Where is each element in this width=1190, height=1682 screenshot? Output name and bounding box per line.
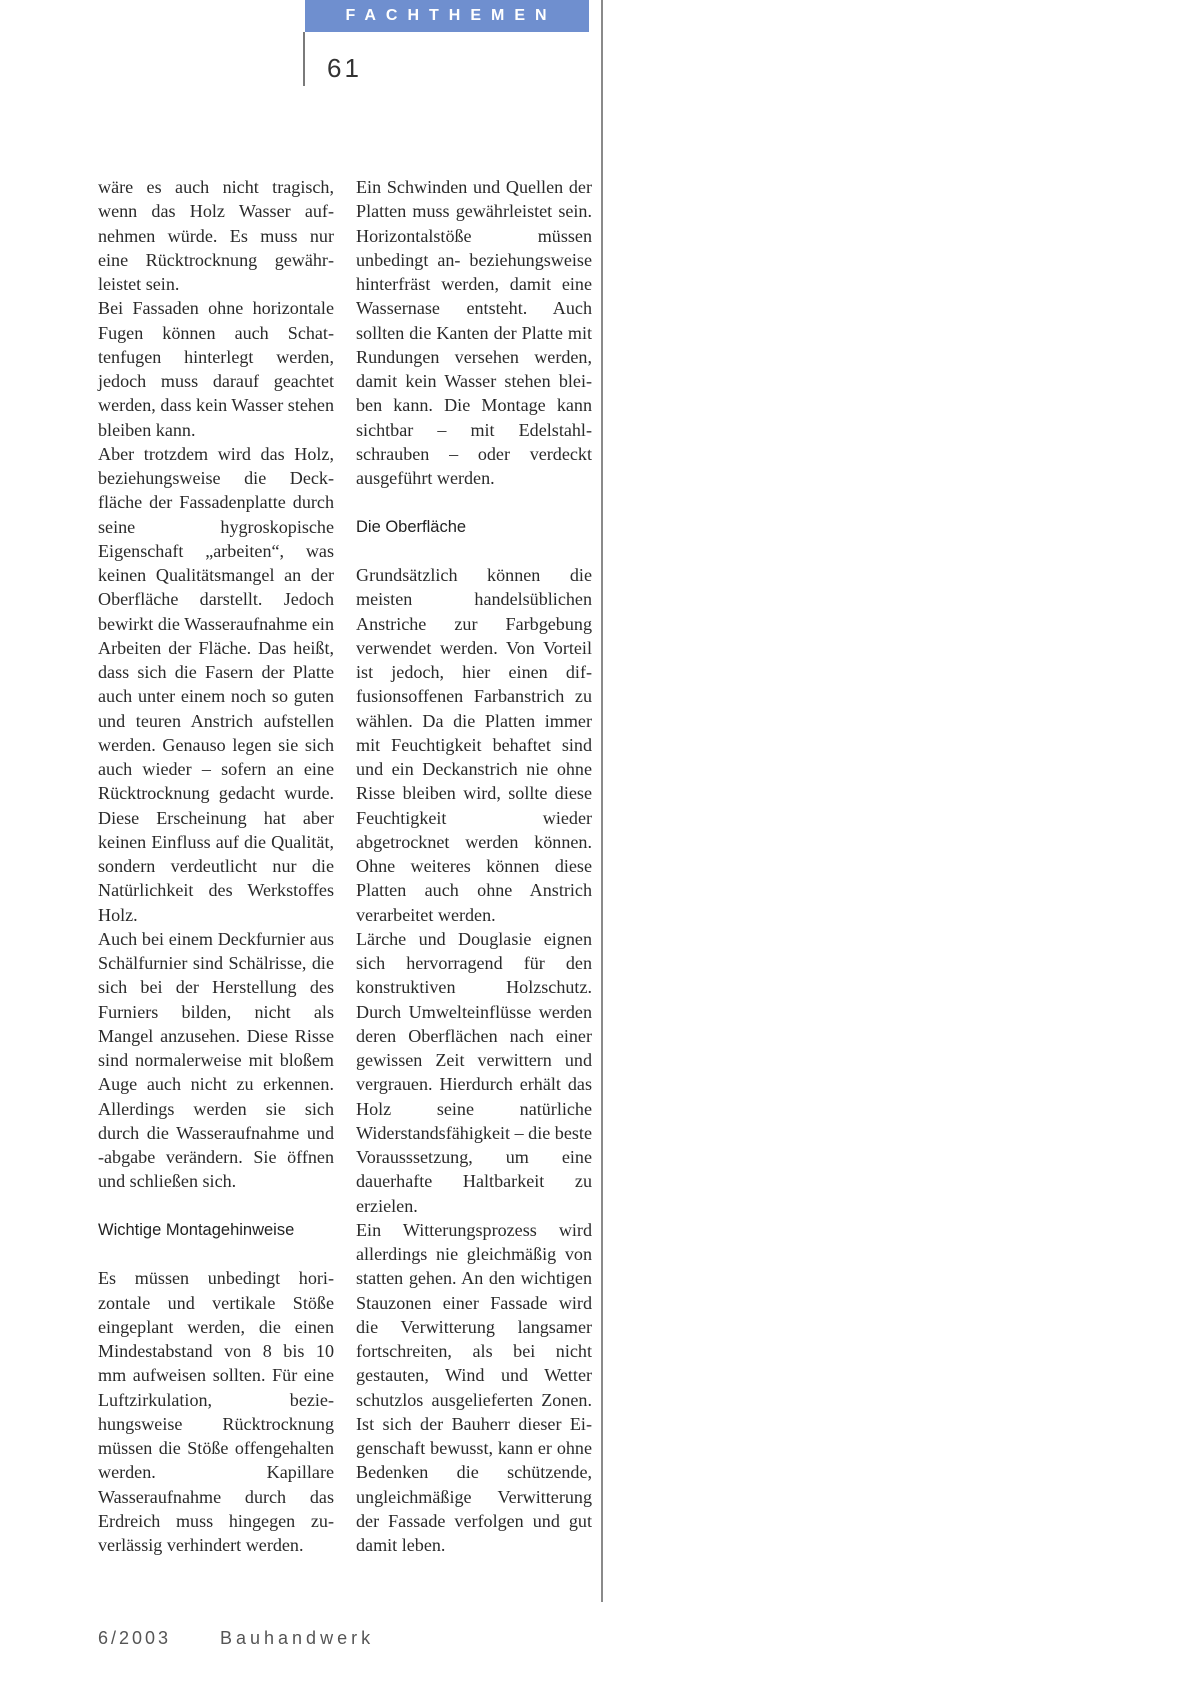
section-title: FACHTHEMEN — [345, 7, 557, 24]
paragraph: Es müssen unbedingt horizontale und vertikale Stöße eingeplant werden, die einen Mindestabstand von 8 bis 10 mm aufweisen sollten. Für eine Luftzirkulation, beziehungsweise Rücktrocknung müssen die Stöße offengehalten werden. Kapillare Wasseraufnahme durch das Erdreich muss hingegen zuverlässig verhindert werden. — [98, 1268, 334, 1555]
paragraph: wäre es auch nicht tragisch, wenn das Holz Wasser aufnehmen würde. Es muss nur eine Rücktrocknung gewährleistet sein. — [98, 177, 334, 294]
section-heading: Die Oberfläche — [356, 517, 467, 536]
section-banner — [305, 0, 589, 32]
left-column — [98, 175, 334, 1557]
page-number: 61 — [327, 53, 362, 83]
paragraph: Aber trotzdem wird das Holz, beziehungsweise die Deckfläche der Fassadenplatte durch seine hygroskopische Eigenschaft „arbeiten“, was keinen Qualitätsmangel an der Oberfläche darstellt. Jedoch bewirkt die Wasseraufnahme ein Arbeiten der Fläche. Das heißt, dass sich die Fasern der Platte auch unter einem noch so guten und teuren Anstrich aufstellen werden. Genauso legen sie sich auch wieder – sofern an eine Rücktrocknung gedacht wurde. Diese Erscheinung hat aber keinen Einfluss auf die Qualität, sondern verdeutlicht nur die Natürlichkeit des Werkstoffes Holz. — [98, 443, 334, 925]
paragraph: Lärche und Douglasie eignen sich hervorragend für den konstruktiven Holzschutz. Durch Umwelteinflüsse werden deren Oberflächen nach einer gewissen Zeit verwittern und vergrauen. Hierdurch erhält das Holz seine natürliche Widerstandsfähigkeit – die beste Vorausssetzung, um eine dauerhafte Haltbarkeit zu erzielen. — [356, 928, 592, 1216]
paragraph: Auch bei einem Deckfurnier aus Schälfurnier sind Schälrisse, die sich bei der Herstellung des Furniers bilden, nicht als Mangel anzusehen. Diese Risse sind normalerweise mit bloßem Auge auch nicht zu erkennen. Allerdings werden sie sich durch die Wasseraufnahme und -abgabe verändern. Sie öffnen und schließen sich. — [98, 928, 334, 1192]
footer-issue: 6/2003 — [98, 1628, 172, 1648]
section-heading: Wichtige Montagehinweise — [98, 1220, 295, 1239]
header-rule — [303, 32, 305, 86]
footer-magazine: Bauhandwerk — [220, 1628, 375, 1648]
right-column — [356, 175, 592, 1557]
paragraph: Grundsätzlich können die meisten handelsüblichen Anstriche zur Farbgebung verwendet werden. Von Vorteil ist jedoch, hier einen diffusionsoffenen Farbanstrich zu wählen. Da die Platten immer mit Feuchtigkeit behaftet sind und ein Deckanstrich nie ohne Risse bleiben wird, sollte diese Feuchtigkeit wieder abgetrocknet werden können. Ohne weiteres können diese Platten auch ohne Anstrich verarbeitet werden. — [356, 565, 592, 925]
paragraph: Ein Witterungsprozess wird allerdings nie gleichmäßig von statten gehen. An den wichtigen Stauzonen einer Fassade wird die Verwitterung langsamer fortschreiten, als bei nicht gestauten, Wind und Wetter schutzlos ausgelieferten Zonen. Ist sich der Bauherr dieser Eigenschaft bewusst, kann er ohne Bedenken die schützende, ungleichmäßige Verwitterung der Fassade verfolgen und gut damit leben. — [356, 1219, 592, 1555]
paragraph: Ein Schwinden und Quellen der Platten muss gewährleistet sein. Horizontalstöße müssen unbedingt an- beziehungsweise hinterfräst werden, damit eine Wassernase entsteht. Auch sollten die Kanten der Platte mit Rundungen versehen werden, damit kein Wasser stehen bleiben kann. Die Montage kann sichtbar – mit Edelstahlschrauben – oder verdeckt ausgeführt werden. — [356, 177, 592, 488]
column-rule — [601, 0, 603, 1602]
paragraph: Bei Fassaden ohne horizontale Fugen können auch Schattenfugen hinterlegt werden, jedoch muss darauf geachtet werden, dass kein Wasser stehen bleiben kann. — [98, 298, 334, 440]
